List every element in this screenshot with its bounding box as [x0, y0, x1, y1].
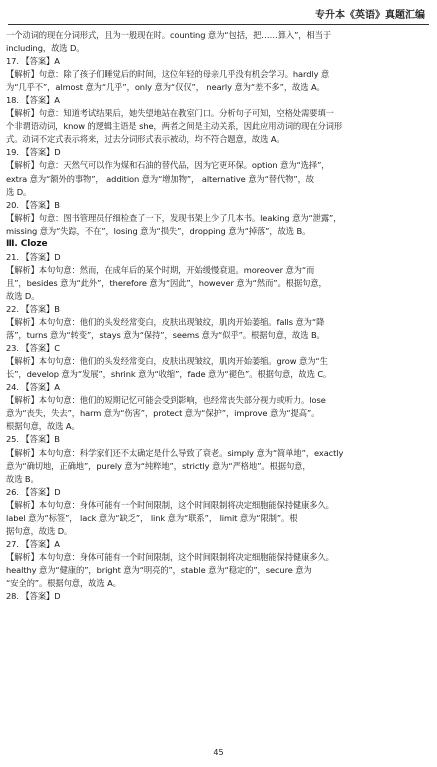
page-number: 45	[213, 748, 224, 757]
text-line: 故选 B。	[6, 473, 39, 484]
text-line: 故选 D。	[6, 290, 40, 301]
text-line: healthy 意为“健康的”，bright 意为“明亮的”，stable 意为“稳定的”，secure 意为	[6, 564, 312, 575]
text-line: 【解析】本句句意：身体可能有一个时间限制，这个时间限制将决定细胞能保持健康多久。	[6, 499, 334, 510]
text-line: including，故选 D。	[6, 43, 85, 54]
text-line: 且”，besides 意为“此外”，therefore 意为“因此”，however 意为“然而”。根据句意，	[6, 277, 327, 288]
answer-explanations	[6, 29, 427, 603]
text-line: 27. 【答案】A	[6, 538, 60, 549]
text-line: 【解析】本句句意：然而，在成年后的某个时期，开始缓慢衰退。moreover 意为“而	[6, 264, 315, 275]
text-line: 22. 【答案】B	[6, 303, 60, 314]
text-line: 根据句意，故选 A。	[6, 421, 80, 432]
text-line: extra 意为“额外的事物”， addition 意为“增加物”， alternative 意为“替代物”，故	[6, 173, 314, 184]
text-line: 28. 【答案】D	[6, 591, 61, 602]
text-line: 【解析】句意：图书管理员仔细检查了一下，发现书架上少了几本书。leaking 意为“泄露”，	[6, 212, 342, 223]
text-line: 24. 【答案】A	[6, 382, 60, 393]
text-line: 23. 【答案】C	[6, 343, 60, 354]
text-line: 【解析】句意：天然气可以作为煤和石油的替代品，因为它更环保。option 意为“选择”，	[6, 160, 330, 171]
text-line: 【解析】句意：知道考试结果后，她失望地站在教室门口。分析句子可知，空格处需要填一	[6, 108, 334, 119]
text-line: 落”，turns 意为“转变”，stays 意为“保持”，seems 意为“似乎”。根据句意，故选 B。	[6, 330, 325, 341]
text-line: 据句意，故选 D。	[6, 525, 73, 536]
text-line: 【解析】本句句意：他们的头发经常变白，皮肤出现皱纹，肌肉开始萎缩。grow 意为“生	[6, 356, 328, 367]
text-line: 意为“丧失，失去”，harm 意为“伤害”，protect 意为“保护”，improve 意为“提高”。	[6, 408, 320, 419]
text-line: 长”，develop 意为“发展”，shrink 意为“收缩”，fade 意为“褪色”。根据句意，故选 C。	[6, 369, 332, 380]
text-line: 19. 【答案】D	[6, 147, 61, 158]
text-line: missing 意为“失踪，不在”，losing 意为“损失”，dropping 意为“掉落”，故选 B。	[6, 225, 311, 236]
page-header-title: 专升本《英语》真题汇编	[315, 10, 425, 21]
text-line: 【解析】本句句意：他们的头发经常变白，皮肤出现皱纹，肌肉开始萎缩。falls 意为“降	[6, 317, 325, 328]
text-line: 意为“确切地，正确地”，purely 意为“纯粹地”，strictly 意为“严格地”。根据句意，	[6, 460, 311, 471]
text-line: 个非谓语动词，know 的逻辑主语是 she，两者之间是主动关系，因此应用动词的现在分词形	[6, 121, 343, 132]
text-line: label 意为“标签”， lack 意为“缺乏”， link 意为“联系”， limit 意为“限制”。根	[6, 512, 298, 523]
text-line: 【解析】本句句意：科学家们还不太确定是什么导致了衰老。simply 意为“简单地”，exactly	[6, 447, 344, 458]
text-line: 为“几乎不”，almost 意为“几乎”，only 意为“仅仅”， nearly 意为“差不多”，故选 A。	[6, 82, 325, 93]
text-line: “安全的”。根据句意，故选 A。	[6, 577, 121, 588]
text-line: 26. 【答案】D	[6, 486, 61, 497]
text-line: 【解析】本句句意：他们的短期记忆可能会受到影响，也经常丧失部分视力或听力。lose	[6, 395, 326, 406]
text-line: 【解析】句意：除了孩子们睡觉后的时间，这位年轻的母亲几乎没有机会学习。hardly 意	[6, 69, 330, 80]
text-line: 21. 【答案】D	[6, 251, 61, 262]
text-line: 【解析】本句句意：身体可能有一个时间限制，这个时间限制将决定细胞能保持健康多久。	[6, 551, 334, 562]
text-line: 式。动词不定式表示将来，过去分词形式表示被动，均不符合题意，故选 A。	[6, 134, 285, 145]
section-heading: Ⅲ. Cloze	[6, 238, 48, 249]
text-line: 25. 【答案】B	[6, 434, 60, 445]
text-line: 18. 【答案】A	[6, 95, 60, 106]
text-line: 20. 【答案】B	[6, 199, 60, 210]
text-line: 一个动词的现在分词形式，且为一般现在时。counting 意为“包括，把……算入”，相当于	[6, 30, 332, 40]
text-line: 选 D。	[6, 186, 32, 197]
header-divider	[8, 24, 429, 25]
text-line: 17. 【答案】A	[6, 56, 60, 67]
